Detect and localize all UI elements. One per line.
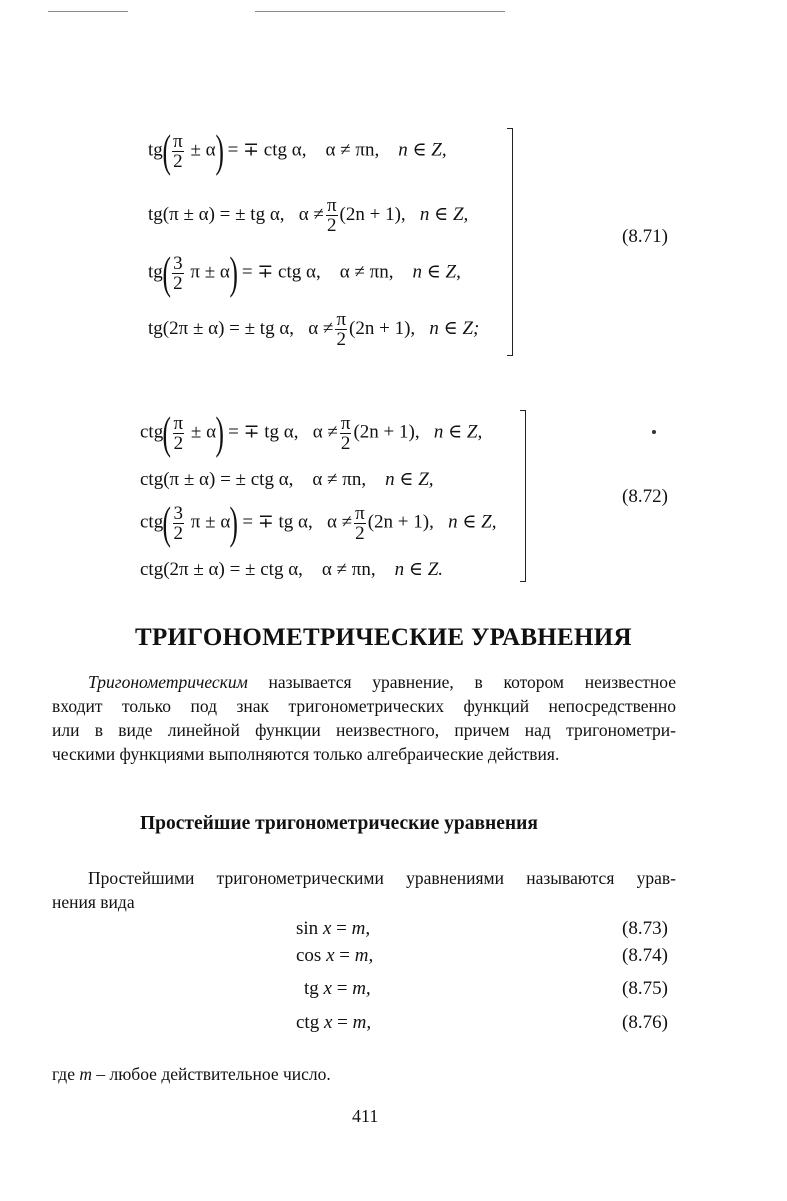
fraction: $\frac{\pi}{2}$ <box>173 130 183 172</box>
ctg-system-brace <box>520 410 526 582</box>
ctg-formula-3: ctg( $\frac{3}{2}$ π ± α) = ∓ tg α, α ≠ $\frac{\pi}{2}$ (2n + 1), n ∈ Z, <box>140 497 497 548</box>
tg-system-brace <box>507 128 513 356</box>
section-title: ТРИГОНОМЕТРИЧЕСКИЕ УРАВНЕНИЯ <box>135 624 632 651</box>
tg-formula-2: tg(π ± α) = ± tg α, α ≠ $\frac{\pi}{2}$ (2n + 1), n ∈ Z, <box>148 195 469 236</box>
equation-number-8-73: (8.73) <box>622 918 668 939</box>
tg-formula-3: tg( $\frac{3}{2}$ π ± α) = ∓ ctg α, α ≠ πn, n ∈ Z, <box>148 247 461 298</box>
ctg-formula-4: ctg(2π ± α) = ± ctg α, α ≠ πn, n ∈ Z. <box>140 559 444 580</box>
equation-ctg: ctg x = m, <box>296 1012 372 1033</box>
header-rule-right <box>255 11 505 12</box>
equation-tg: tg x = m, <box>304 978 371 999</box>
equation-number-8-74: (8.74) <box>622 945 668 966</box>
equation-number-8-72: (8.72) <box>622 486 668 507</box>
equation-number-8-76: (8.76) <box>622 1012 668 1033</box>
where-note: где m – любое действительное число. <box>52 1064 331 1084</box>
equation-number-8-75: (8.75) <box>622 978 668 999</box>
ctg-formula-1: ctg( $\frac{\pi}{2}$ ± α) = ∓ tg α, α ≠ $\frac{\pi}{2}$ (2n + 1), n ∈ Z, <box>140 407 483 458</box>
page-number: 411 <box>352 1106 379 1126</box>
scan-speck <box>652 430 656 434</box>
equation-cos: cos x = m, <box>296 945 374 966</box>
tg-formula-4: tg(2π ± α) = ± tg α, α ≠ $\frac{\pi}{2}$ (2n + 1), n ∈ Z; <box>148 309 480 350</box>
ctg-formula-2: ctg(π ± α) = ± ctg α, α ≠ πn, n ∈ Z, <box>140 469 434 490</box>
equation-number-8-71: (8.71) <box>622 226 668 247</box>
header-rule-left <box>48 11 128 12</box>
tg-formula-1: tg( $\frac{\pi}{2}$ ± α) = ∓ ctg α, α ≠ πn, n ∈ Z, <box>148 125 447 176</box>
subsection-title: Простейшие тригонометрические уравнения <box>140 813 538 834</box>
equation-sin: sin x = m, <box>296 918 371 939</box>
defined-term: Тригонометрическим <box>88 672 248 692</box>
intro-paragraph: Простейшими тригонометрическими уравнениями называются урав- нения вида <box>52 868 676 912</box>
definition-paragraph: Тригонометрическим называется уравнение, в котором неизвестное входит только под знак тригонометрических функций непосредственно или в виде линейной функции неизвестного, причем над тригонометри- ческими функциями выполняются только алгебраические действия. <box>52 672 676 764</box>
